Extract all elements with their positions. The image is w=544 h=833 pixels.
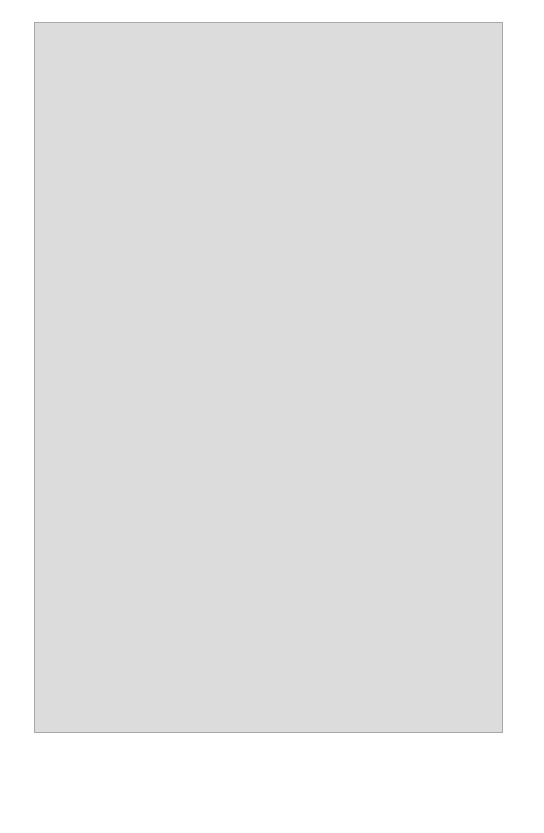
table-frame (34, 22, 503, 733)
